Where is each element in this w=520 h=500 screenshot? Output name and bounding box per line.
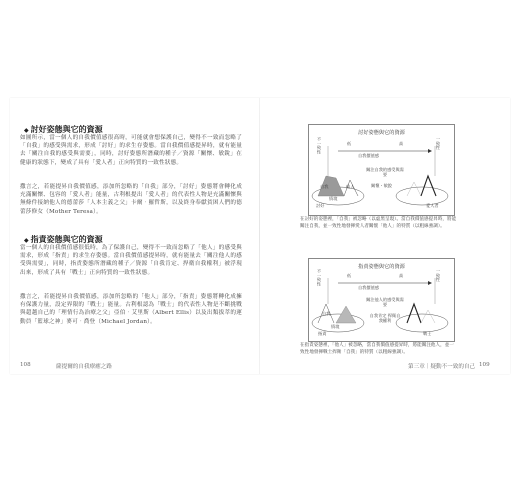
caption-blame: 在指責姿態裡，「他人」被忽略，當自我價值感提昇時，將能關注他人，並一致性地發揮戰士捍衛「自我」的特質（以粗線強調）。 (300, 343, 454, 355)
label-low-2: 低 (347, 273, 352, 278)
label-self-assert: 自我肯定 捍衛自我權利 (369, 313, 401, 323)
label-context-2: 情境 (331, 324, 340, 329)
label-attend-others: 關注他人的感受與需要 (366, 297, 404, 307)
section-heading-placate: ◆ 討好姿態與它的資源 (24, 124, 103, 134)
label-self-1: 自我 (320, 184, 329, 189)
right-running-head: 第三章｜疑動不一致的自己 (408, 364, 476, 370)
placate-right-ellipse (396, 187, 448, 205)
section-heading-blame: ◆ 指責姿態與它的資源 (24, 234, 103, 244)
blame-right-ellipse (396, 314, 448, 332)
label-lover: 愛人者 (426, 203, 439, 208)
blame-axis-arrow (338, 281, 432, 285)
label-self-worth-2: 自我價值感 (358, 285, 379, 290)
right-page-number: 109 (479, 362, 490, 368)
label-high-1: 高 (399, 141, 404, 146)
label-warrior: 戰士 (423, 331, 432, 336)
paragraph-placate-1: 如圖所示，當一個人的自我價值感很高時，可能就會想保護自己，變得不一致而忽略了「自我」的感受與需求，形成「討好」的求生存姿態。當自我價值感提昇時，就有能量去「關注自我的感受與需要」，同時，討好姿態所潛藏的種子／資源「關懷、敏銳」在健康的狀態下，變成了具有「愛人者」正向特質的一致性狀態。 (20, 135, 242, 166)
left-running-head: 薩提爾的自我療癒之路 (56, 364, 112, 370)
paragraph-blame-2: 撒言之，若能提昇自我價值感，添加所忽略的「他人」部分，「指責」姿態將轉化成擁有保護力量，設定界限的「戰士」能量。古利根認為「戰士」的代表性人物是不斷挑戰與超越自己的「理情行為治療之父」亞伯‧艾里斯（Albert Ellis）以及出類拔萃的運動員「籃球之神」麥可‧喬登（Michael Jordan）。 (20, 294, 242, 325)
diamond-bullet-icon: ◆ (24, 127, 29, 134)
warrior-self-mountain (407, 304, 421, 323)
label-care-sensitivity: 關懷・敏銳 (371, 183, 392, 188)
label-attend-self: 關注自我的感受與需要 (366, 167, 404, 177)
label-low-1: 低 (347, 141, 352, 146)
book-gutter (259, 98, 260, 374)
figure-placate-title: 討好姿態與它的資源 (358, 130, 405, 136)
label-context-1: 情境 (329, 196, 338, 201)
left-page-number: 108 (20, 362, 31, 368)
label-self-2: 自我 (322, 311, 331, 316)
label-consistent-2: 一致性 (436, 269, 441, 282)
placate-axis-arrow (338, 149, 432, 153)
label-self-worth-1: 自我價值感 (358, 153, 379, 158)
figure-blame-title: 指責姿態與它的資源 (358, 264, 405, 270)
lover-self-mountain (407, 182, 421, 196)
paragraph-placate-2: 撒言之，若能提昇自我價值感，添加所忽略的「自我」部分，「討好」姿態將會轉化成充滿關懷、包容的「愛人者」能量，古利根提出「愛人者」的代表性人物是充滿關懷與無條件接納他人的德蕾莎「人本主義之父」卡爾‧羅哲斯，以及終身奉獻貧困人們的德蕾莎修女（Mother Teresa）。 (20, 184, 242, 215)
blame-shaded-others (336, 306, 356, 323)
caption-placate: 在討好的姿態裡，「自我」被忽略（以虛黑呈現）。當自我價值感提昇時，將能關注自我，並一致性地發揮愛人者關懷「他人」的特質（以粗線強調）。 (300, 217, 457, 229)
label-inconsistent-1: 不一致性 (317, 137, 322, 154)
label-others-1: 他人 (346, 184, 355, 189)
diamond-bullet-icon: ◆ (24, 237, 29, 244)
label-consistent-1: 一致性 (436, 137, 441, 150)
warrior-others-mountain (421, 310, 435, 323)
paragraph-blame-1: 當一個人的自我價值感很低時，為了保護自己，變得不一致而忽略了「他人」的感受與需求，形成「指責」的求生存姿態。當自我價值感提昇時，就有能量去「關注他人的感受與需要」，同時，指責姿態所潛藏的種子／資源「自我肯定、捍衛自我權利」被浮現出來，形成了具有「戰士」正向特質的一致性狀態。 (20, 245, 242, 276)
label-high-2: 高 (399, 273, 404, 278)
lover-others-mountain (421, 176, 436, 196)
label-inconsistent-2: 不一致性 (317, 269, 322, 286)
label-placate: 討好 (316, 203, 325, 208)
label-blame: 指責 (318, 331, 327, 336)
